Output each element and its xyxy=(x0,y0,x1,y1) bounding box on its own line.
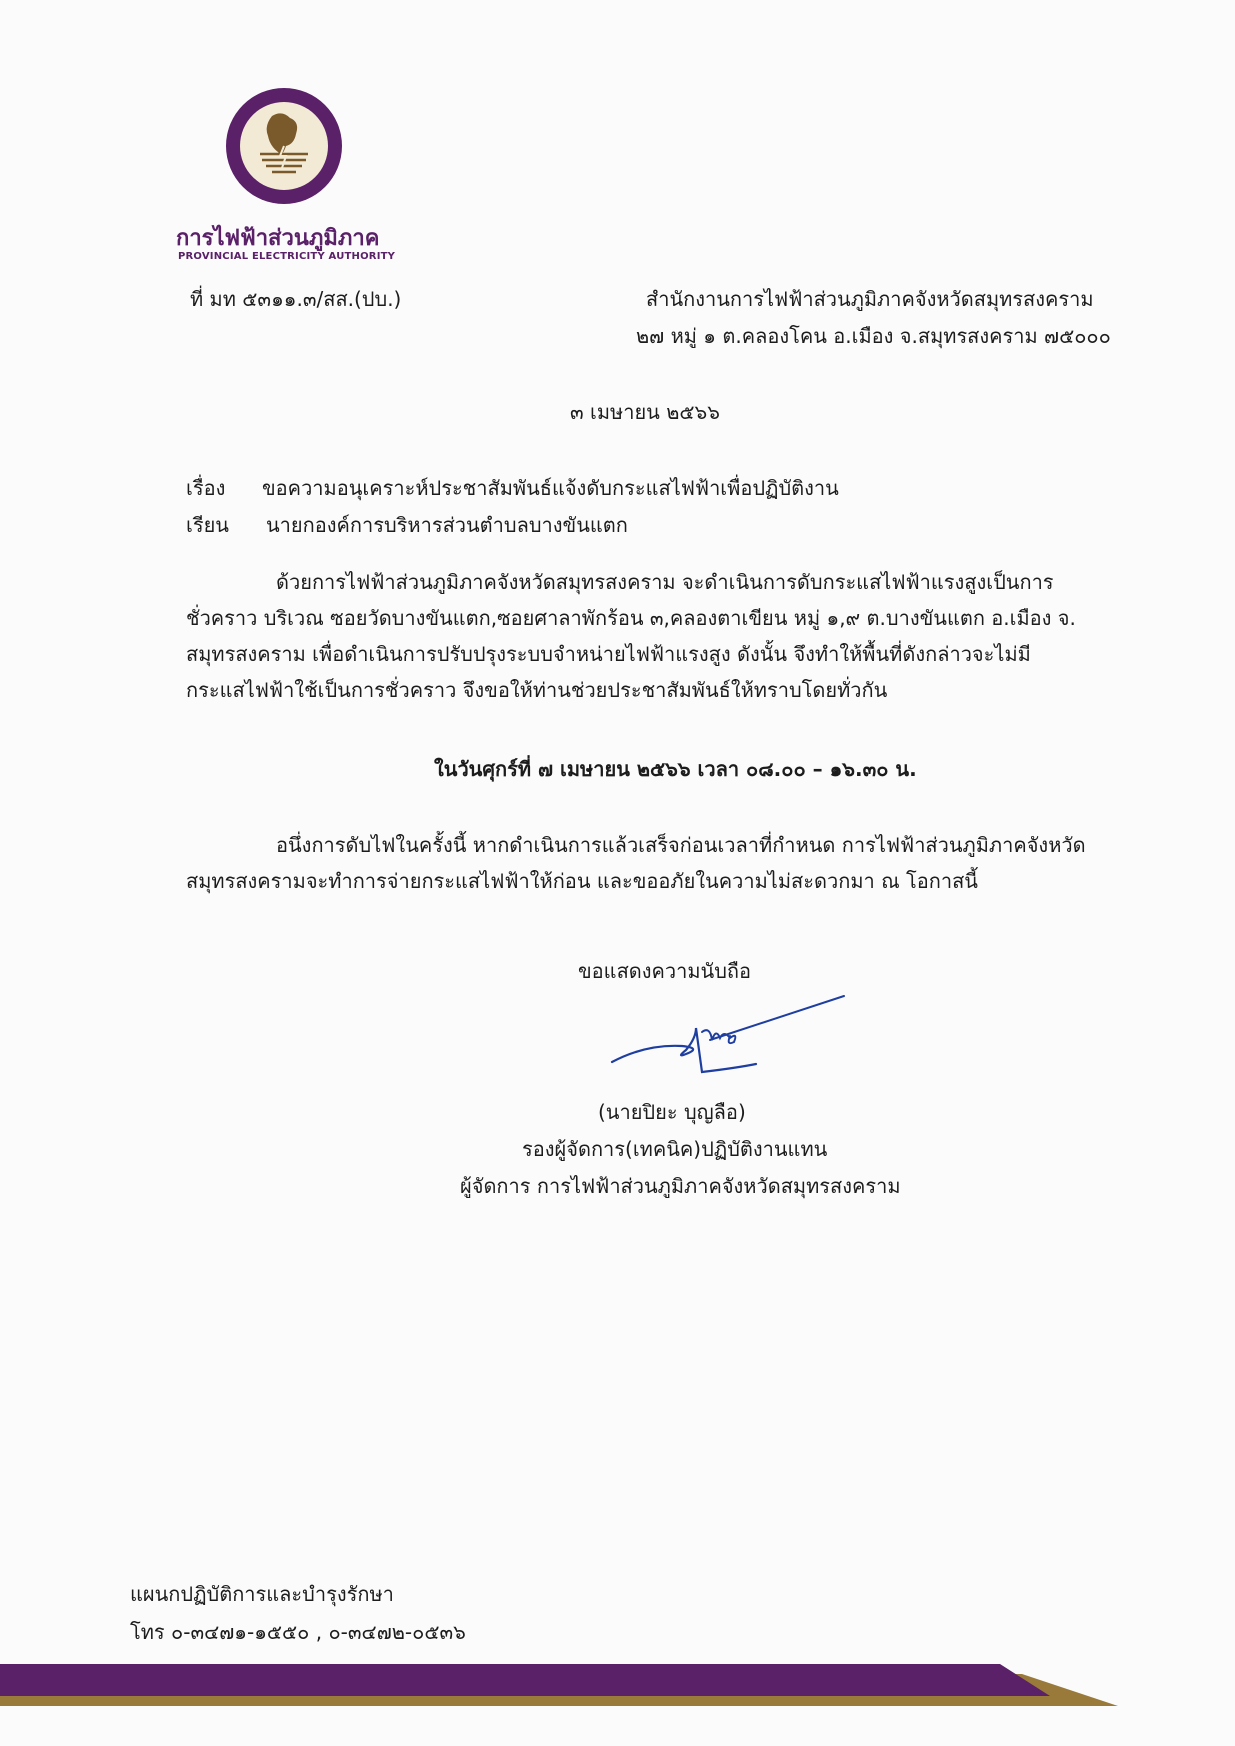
pea-emblem-icon xyxy=(224,86,344,206)
signer-name: (นายปิยะ บุญลือ) xyxy=(598,1100,746,1124)
signer-position-line1: รองผู้จัดการ(เทคนิค)ปฏิบัติงานแทน xyxy=(522,1137,828,1161)
office-name: สำนักงานการไฟฟ้าส่วนภูมิภาคจังหวัดสมุทรสงคราม xyxy=(646,287,1094,311)
paragraph-line: ชั่วคราว บริเวณ ซอยวัดบางขันแตก,ซอยศาลาพักร้อน ๓,คลองตาเขียน หมู่ ๑,๙ ต.บางขันแตก อ.เมือง จ. xyxy=(186,606,1076,630)
recipient-label: เรียน xyxy=(186,513,229,537)
footer-stripe xyxy=(0,1664,1235,1714)
paragraph-line: อนึ่งการดับไฟในครั้งนี้ หากดำเนินการแล้วเสร็จก่อนเวลาที่กำหนด การไฟฟ้าส่วนภูมิภาคจังหวัด xyxy=(276,833,1086,857)
outage-time: ในวันศุกร์ที่ ๗ เมษายน ๒๕๖๖ เวลา ๐๘.๐๐ – ๑๖.๓๐ น. xyxy=(434,757,917,781)
paragraph-line: สมุทรสงคราม เพื่อดำเนินการปรับปรุงระบบจำหน่ายไฟฟ้าแรงสูง ดังนั้น จึงทำให้พื้นที่ดังกล่าวจะไม่มี xyxy=(186,642,1031,666)
body-paragraph-1 xyxy=(186,564,1136,708)
department-name: แผนกปฏิบัติการและบำรุงรักษา xyxy=(130,1582,394,1606)
org-name-english: PROVINCIAL ELECTRICITY AUTHORITY xyxy=(178,251,396,262)
org-name-thai: การไฟฟ้าส่วนภูมิภาค xyxy=(176,226,380,251)
recipient-text: นายกองค์การบริหารส่วนตำบลบางขันแตก xyxy=(266,513,628,537)
signer-position-line2: ผู้จัดการ การไฟฟ้าส่วนภูมิภาคจังหวัดสมุทรสงคราม xyxy=(460,1174,901,1198)
paragraph-line: ด้วยการไฟฟ้าส่วนภูมิภาคจังหวัดสมุทรสงคราม จะดำเนินการดับกระแสไฟฟ้าแรงสูงเป็นการ xyxy=(276,570,1054,594)
closing-salutation: ขอแสดงความนับถือ xyxy=(578,959,752,983)
paragraph-line: กระแสไฟฟ้าใช้เป็นการชั่วคราว จึงขอให้ท่านช่วยประชาสัมพันธ์ให้ทราบโดยทั่วกัน xyxy=(186,678,888,702)
phone-numbers: โทร ๐-๓๔๗๑-๑๕๕๐ , ๐-๓๔๗๒-๐๕๓๖ xyxy=(130,1620,466,1644)
paragraph-line: สมุทรสงครามจะทำการจ่ายกระแสไฟฟ้าให้ก่อน และขออภัยในความไม่สะดวกมา ณ โอกาสนี้ xyxy=(186,869,978,893)
letter-date: ๓ เมษายน ๒๕๖๖ xyxy=(570,400,720,424)
reference-number: ที่ มท ๕๓๑๑.๓/สส.(ปบ.) xyxy=(190,287,402,311)
subject-label: เรื่อง xyxy=(186,476,226,500)
signature-image xyxy=(606,992,846,1082)
subject-text: ขอความอนุเคราะห์ประชาสัมพันธ์แจ้งดับกระแสไฟฟ้าเพื่อปฏิบัติงาน xyxy=(262,476,839,500)
office-address: ๒๗ หมู่ ๑ ต.คลองโคน อ.เมือง จ.สมุทรสงคราม ๗๕๐๐๐ xyxy=(636,324,1111,348)
body-paragraph-2 xyxy=(186,827,1136,899)
